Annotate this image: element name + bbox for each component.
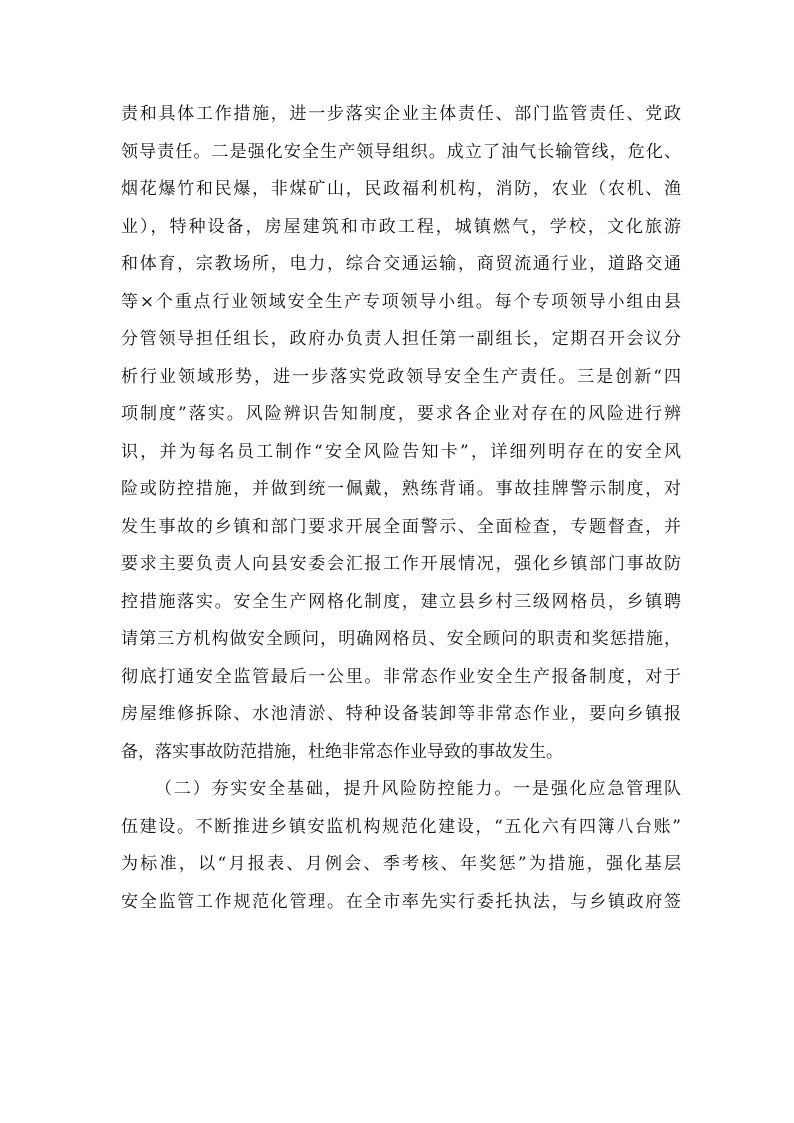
text-line: 伍建设。不断推进乡镇安监机构规范化建设，“五化六有四簿八台账”: [121, 816, 681, 837]
section-heading-line: （二）夯实安全基础，提升风险防控能力。一是强化应急管理队: [155, 779, 681, 799]
text-line: 项制度”落实。风险辨识告知制度，要求各企业对存在的风险进行辨: [121, 404, 681, 424]
text-line: 彻底打通安全监管最后一公里。非常态作业安全生产报备制度，对于: [121, 666, 681, 687]
text-line: 控措施落实。安全生产网格化制度，建立县乡村三级网格员，乡镇聘: [121, 591, 681, 612]
text-line: 析行业领域形势，进一步落实党政领导安全生产责任。三是创新“四: [121, 366, 681, 387]
text-line: 发生事故的乡镇和部门要求开展全面警示、全面检查，专题督查，并: [121, 516, 681, 537]
text-line: 险或防控措施，并做到统一佩戴，熟练背诵。事故挂牌警示制度，对: [121, 479, 681, 499]
text-line: 识，并为每名员工制作“安全风险告知卡”，详细列明存在的安全风: [121, 441, 681, 462]
text-line: 业），特种设备，房屋建筑和市政工程，城镇燃气，学校，文化旅游: [121, 216, 681, 237]
text-line: 安全监管工作规范化管理。在全市率先实行委托执法，与乡镇政府签: [121, 891, 681, 912]
body-text: [121, 96, 681, 921]
text-line: 房屋维修拆除、水池清淤、特种设备装卸等非常态作业，要向乡镇报: [121, 704, 681, 724]
text-line: 请第三方机构做安全顾问，明确网格员、安全顾问的职责和奖惩措施，: [121, 629, 681, 649]
text-line: 要求主要负责人向县安委会汇报工作开展情况，强化乡镇部门事故防: [121, 554, 681, 574]
paragraph-end-line: 备，落实事故防范措施，杜绝非常态作业导致的事故发生。: [121, 741, 563, 762]
text-line: 责和具体工作措施，进一步落实企业主体责任、部门监管责任、党政: [121, 104, 681, 124]
text-line: 烟花爆竹和民爆，非煤矿山，民政福利机构，消防，农业（农机、渔: [121, 179, 681, 199]
text-line: 为标准，以“月报表、月例会、季考核、年奖惩”为措施，强化基层: [121, 854, 681, 874]
text-line: 等×个重点行业领域安全生产专项领导小组。每个专项领导小组由县: [121, 291, 681, 312]
text-line: 分管领导担任组长，政府办负责人担任第一副组长，定期召开会议分: [121, 329, 681, 349]
text-line: 和体育，宗教场所，电力，综合交通运输，商贸流通行业，道路交通: [121, 254, 681, 274]
text-line: 领导责任。二是强化安全生产领导组织。成立了油气长输管线，危化、: [121, 141, 681, 162]
